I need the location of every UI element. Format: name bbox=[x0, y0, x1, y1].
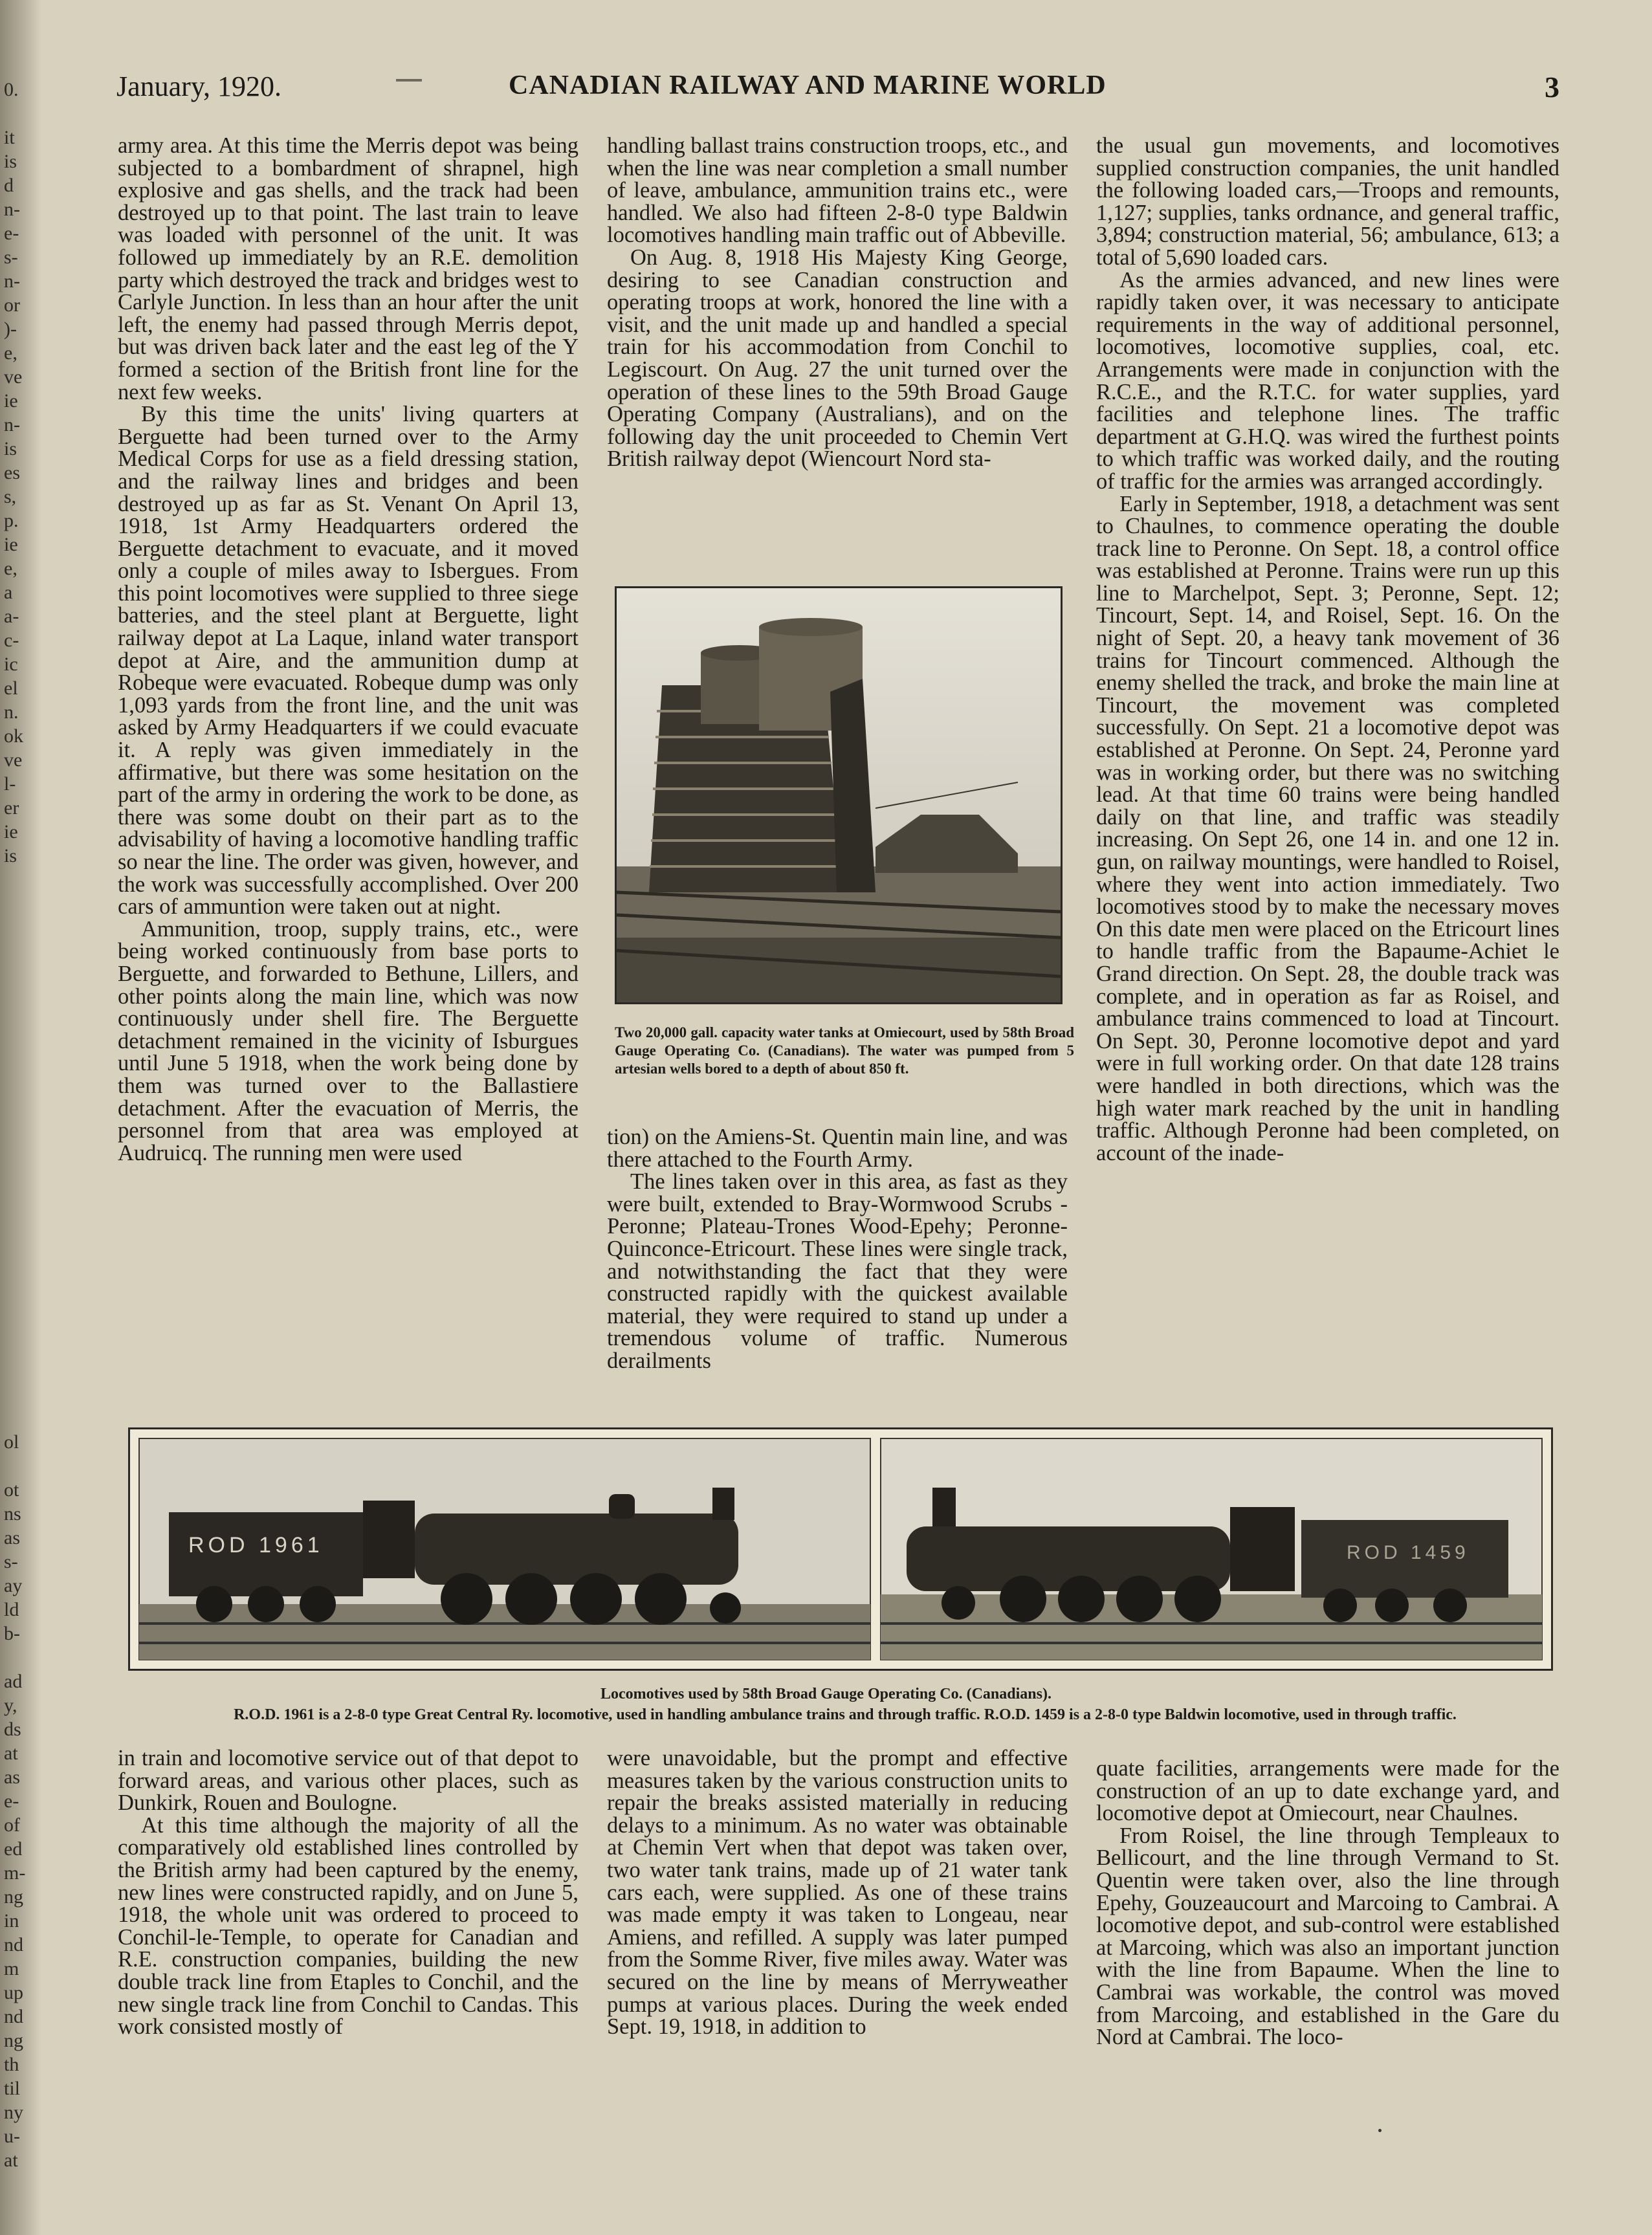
adjacent-page-text: 0. it is d n- e- s- n- or )- e, ve ie n- is es s, p. ie e, a a- c- ic el n. ok ve l- er ie is bbox=[4, 79, 23, 866]
locomotive-1459-photo bbox=[881, 1438, 1542, 1660]
water-tanks-caption: Two 20,000 gall. capacity water tanks at Omiecourt, used by 58th Broad Gauge Operating Co. (Canadians). The water was pumped from 5 artesian wells bored to a depth of about 850 ft. bbox=[615, 1024, 1074, 1077]
column-2-bottom-end bbox=[607, 1747, 1068, 2038]
paragraph: the usual gun movements, and locomotives supplied construction companies, the unit handled the following loaded cars,—Troops and remounts, 1,127; supplies, tanks ordnance, and general traffic, 3,894; construction material, 56; ambulance, 613; a total of 5,690 loaded cars. bbox=[1096, 133, 1559, 270]
locomotive-1961-photo bbox=[139, 1438, 870, 1660]
page-header bbox=[116, 70, 1559, 109]
paragraph: in train and locomotive service out of that depot to forward areas, and various other places, such as Dunkirk, Rouen and Boulogne. bbox=[118, 1746, 578, 1816]
locomotive-1459-number: ROD 1459 bbox=[1347, 1542, 1470, 1563]
paragraph: Ammunition, troop, supply trains, etc., were being worked continuously from base ports to Berguette, and forwarded to Bethune, Lillers, and other points along the main line, which was now continuously under shell fire. The Berguette detachment remained in the vicinity of Isburgues until June 5 1918, when the work being done by them was turned over to the Ballastiere detachment. After the evacuation of Merris, the personnel from that area was employed at Audruicq. The running men were used bbox=[118, 916, 578, 1165]
locomotive-1961-number: ROD 1961 bbox=[188, 1533, 324, 1558]
column-3-top bbox=[1096, 135, 1559, 1164]
publication-title: CANADIAN RAILWAY AND MARINE WORLD bbox=[509, 71, 1107, 100]
column-2-bottom bbox=[607, 1126, 1068, 1372]
water-tanks-photo bbox=[615, 586, 1063, 1004]
locomotives-photo-panel bbox=[128, 1427, 1553, 1671]
column-3-bottom-end bbox=[1096, 1757, 1559, 2049]
paragraph: At this time although the majority of all the comparatively old established lines controlled by the British army had been captured by the enemy, new lines were constructed rapidly, and on June 5, 1918, the whole unit was ordered to proceed to Conchil-le-Temple, to operate for Canadian and R.E. construction companies, building the new double track line from Etaples to Conchil, and the new single track line from Conchil to Candas. This work consisted mostly of bbox=[118, 1812, 578, 2040]
column-2-top bbox=[607, 135, 1068, 470]
paragraph: quate facilities, arrangements were made for the construction of an up to date exchange yard, and locomotive depot at Omiecourt, near Chaulnes. bbox=[1096, 1756, 1559, 1826]
paragraph: handling ballast trains construction troops, etc., and when the line was near completion a small number of leave, ambulance, ammunition trains etc., were handled. We also had fifteen 2-8-0 type Baldwin locomotives handling main traffic out of Abbeville. bbox=[607, 133, 1068, 248]
paragraph: army area. At this time the Merris depot was being subjected to a bombardment of shrapnel, high explosive and gas shells, and the track had been destroyed up to that point. The last train to leave was loaded with personnel of the unit. It was followed up immediately by an R.E. demolition party which destroyed the track and bridges west to Carlyle Junction. In less than an hour after the unit left, the enemy had passed through Merris depot, but was driven back later and the east leg of the Y formed a section of the British front line for the next few weeks. bbox=[118, 133, 578, 404]
locomotives-caption-body: R.O.D. 1961 is a 2-8-0 type Great Central Ry. locomotive, used in handling ambulance trains and through traffic. R.O.D. 1459 is a 2-8-0 type Baldwin locomotive, used in through traffic. bbox=[234, 1706, 1457, 1723]
page-number: 3 bbox=[1545, 71, 1559, 104]
paragraph: By this time the units' living quarters at Berguette had been turned over to the Army Medical Corps for use as a field dressing station, and the railway lines and bridges and been destroyed up as far as St. Venant On April 13, 1918, 1st Army Headquarters ordered the Berguette detachment to evacuate, and it moved only a couple of miles away to Isbergues. From this point locomotives were supplied to three siege batteries, and the steel plant at Berguette, light railway depot at La Laque, inland water transport depot at Aire, and the ammunition dump at Robeque were evacuated. Robeque dump was only 1,093 yards from the front line, and the unit was asked by Army Headquarters if we could evacuate it. A reply was given immediately in the affirmative, but there was some hesitation on the part of the army in ordering the work to be done, as there was some doubt on their part as to the advisability of having a locomotive handling traffic so near the line. The order was given, however, and the work was successfully accomplished. Over 200 cars of ammuntion were taken out at night. bbox=[118, 402, 578, 919]
column-1-bottom bbox=[118, 1747, 578, 2038]
paragraph: Early in September, 1918, a detachment was sent to Chaulnes, to commence operating the double track line to Peronne. On Sept. 18, a control office was established at Peronne. Trains were run up this line to Marchelpot, Sept. 3; Peronne, Sept. 12; Tincourt, Sept. 14, and Roisel, Sept. 16. On the night of Sept. 20, a heavy tank movement of 36 trains for Tincourt commenced. Although the enemy shelled the track, and broke the main line at Tincourt, the movement was completed successfully. On Sept. 21 a locomotive depot was established at Peronne. On Sept. 24, Peronne yard was in working order, but there was no switching lead. At that time 60 trains were being handled daily on that line, and traffic was steadily increasing. On Sept 26, one 14 in. and one 12 in. gun, on railway mountings, were handled to Roisel, where they went into action immediately. Two locomotives stood by to make the necessary moves On this date men were placed on the Etricourt lines to handle traffic from the Bapaume-Achiet le Grand direction. On Sept. 28, the double track was complete, and in operation as far as Roisel, and ambulance trains commenced to load at Tincourt. On Sept. 30, Peronne locomotive depot and yard were in full working order. On that date 128 trains were handled in both directions, which was the high water mark reached by the unit in handling traffic. Although Peronne had been completed, on account of the inade- bbox=[1096, 491, 1559, 1165]
column-1-top bbox=[118, 135, 578, 1164]
paragraph: The lines taken over in this area, as fast as they were built, extended to Bray-Wormwood Scrubs - Peronne; Plateau-Trones Wood-Epehy; Peronne-Quinconce-Etricourt. These lines were single track, and notwithstanding the fact that they were constructed rapidly with the quickest available material, they were required to stand up under a tremendous volume of traffic. Numerous derailments bbox=[607, 1169, 1068, 1373]
locomotives-caption-title: Locomotives used by 58th Broad Gauge Operating Co. (Canadians). bbox=[600, 1686, 1052, 1702]
issue-date: January, 1920. bbox=[116, 71, 281, 102]
print-speck bbox=[1378, 2129, 1382, 2132]
paragraph: As the armies advanced, and new lines were rapidly taken over, it was necessary to anticipate requirements in the way of additional personnel, locomotives, locomotive supplies, coal, etc. Arrangements were made in conjunction with the R.C.E., and the R.T.C. for water supplies, yard facilities and telephone lines. The traffic department at G.H.Q. was wired the furthest points to which traffic was worked daily, and the routing of traffic for the armies was arranged accordingly. bbox=[1096, 267, 1559, 494]
paragraph: From Roisel, the line through Templeaux to Bellicourt, and the line through Vermand to St. Quentin were taken over, also the line through Epehy, Gouzeaucourt and Marcoing to Cambrai. A locomotive depot, and sub-control were established at Marcoing, which was also an important junction with the line from Bapaume. When the line to Cambrai was workable, the control was moved from Marcoing, and established in the Gare du Nord at Cambrai. The loco- bbox=[1096, 1823, 1559, 2050]
header-mark bbox=[396, 79, 422, 82]
paragraph: tion) on the Amiens-St. Quentin main line, and was there attached to the Fourth Army. bbox=[607, 1125, 1068, 1172]
paragraph: On Aug. 8, 1918 His Majesty King George, desiring to see Canadian construction and operating troops at work, honored the line with a visit, and the unit made up and handled a special train for his accommodation from Conchil to Legiscourt. On Aug. 27 the unit turned over the operation of these lines to the 59th Broad Gauge Operating Company (Australians), and on the following day the unit proceeded to Chemin Vert British railway depot (Wiencourt Nord sta- bbox=[607, 245, 1068, 472]
adjacent-page-text-lower: ol ot ns as s- ay ld b- ad y, ds at as e- of ed m- ng in nd m up nd ng th til ny u- at bbox=[4, 1431, 26, 2171]
paragraph: were unavoidable, but the prompt and effective measures taken by the various construction units to repair the breaks assisted materially in reducing delays to a minimum. As no water was obtainable at Chemin Vert when that depot was taken over, two water tank trains, made up of 21 water tank cars each, were supplied. As one of these trains was made empty it was taken to Longeau, near Amiens, and refilled. A supply was later pumped from the Somme River, five miles away. Water was secured on the line by means of Merryweather pumps at various places. During the week ended Sept. 19, 1918, in addition to bbox=[607, 1746, 1068, 2040]
